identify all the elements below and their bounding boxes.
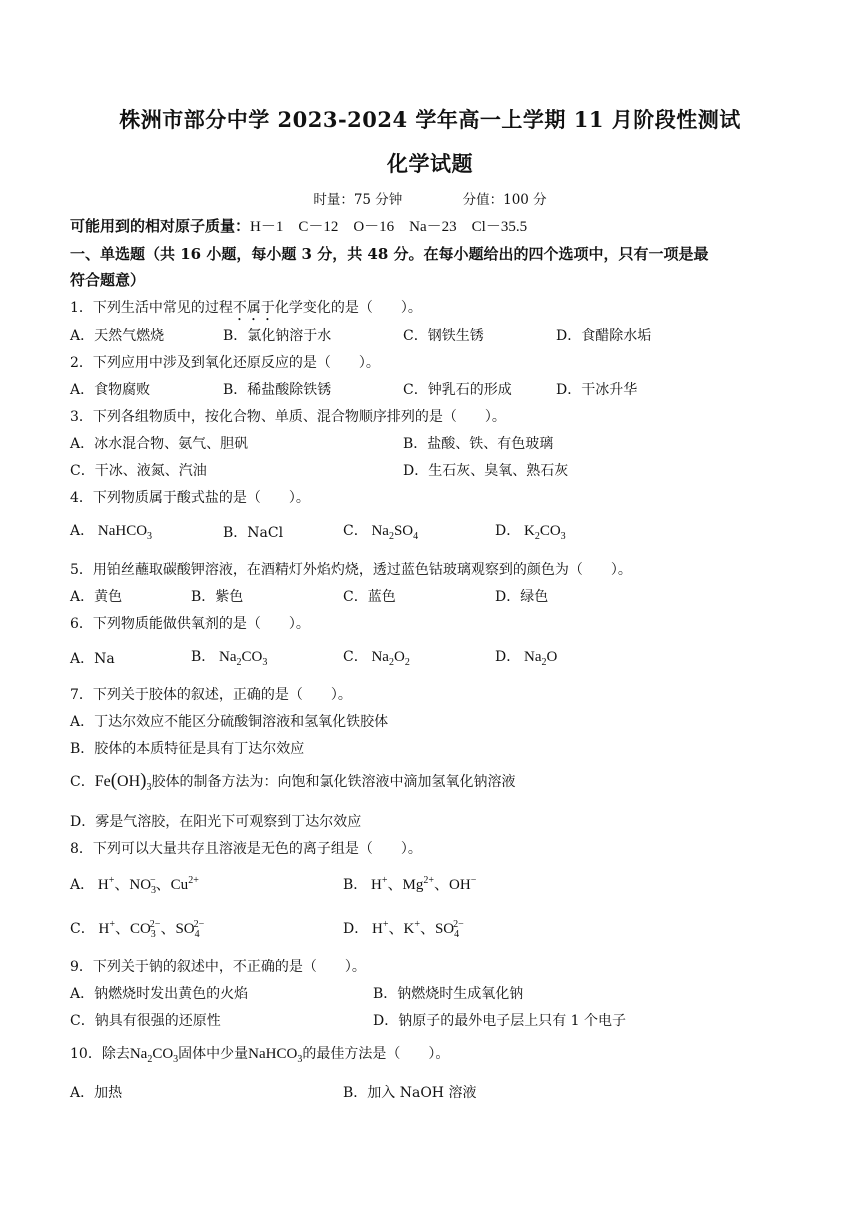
question-3-stem: 3．下列各组物质中，按化合物、单质、混合物顺序排列的是（ ）。 bbox=[70, 409, 506, 425]
atomic-masses bbox=[70, 215, 820, 236]
q8-option-c-label: C． bbox=[70, 921, 95, 937]
q4-option-b: B．NaCl bbox=[223, 525, 284, 541]
q9-option-a: A．钠燃烧时发出黄色的火焰 bbox=[70, 986, 249, 1002]
q8-option-d-label: D． bbox=[343, 921, 369, 937]
q2-option-b: B．稀盐酸除铁锈 bbox=[223, 382, 332, 398]
q4-option-d-label: D． bbox=[495, 523, 521, 539]
q8-option-a-label: A． bbox=[70, 877, 95, 893]
q8-option-c: C． H+、$CO_3^{2-}$、$SO_4^{2-}$ bbox=[70, 919, 205, 940]
q8-option-b: B． H+、$Mg^{2+}$、OH− bbox=[343, 875, 477, 893]
q2-option-a: A．食物腐败 bbox=[70, 382, 151, 398]
q6-option-d-label: D． bbox=[495, 649, 521, 665]
q1-option-d: D．食醋除水垢 bbox=[556, 328, 652, 344]
q10-option-b: B．加入 NaOH 溶液 bbox=[343, 1085, 477, 1101]
question-6-stem: 6．下列物质能做供氧剂的是（ ）。 bbox=[70, 616, 310, 632]
q1-option-c: C．钢铁生锈 bbox=[403, 328, 484, 344]
q6-option-b-label: B． bbox=[191, 649, 216, 665]
q6-option-a: A．Na bbox=[70, 651, 115, 667]
atomic-masses-label: 可能用到的相对原子质量： bbox=[70, 217, 251, 235]
q8-option-d: D． H+、K+、$SO_4^{2-}$ bbox=[343, 919, 464, 940]
q6-option-c-label: C． bbox=[343, 649, 368, 665]
q7-option-c-text: 胶体的制备方法为：向饱和氯化铁溶液中滴加氢氧化钠溶液 bbox=[151, 774, 516, 790]
q10-stem-part: 的最佳方法是（ ）。 bbox=[302, 1046, 450, 1062]
q2-option-c: C．钟乳石的形成 bbox=[403, 382, 512, 398]
question-9-stem: 9．下列关于钠的叙述中，不正确的是（ ）。 bbox=[70, 959, 366, 975]
q7-option-a: A．丁达尔效应不能区分硫酸铜溶液和氢氧化铁胶体 bbox=[70, 714, 389, 730]
q3-option-b: B．盐酸、铁、有色玻璃 bbox=[403, 436, 554, 452]
q8-option-b-label: B． bbox=[343, 877, 368, 893]
q10-stem-part: 10．除去 bbox=[70, 1046, 130, 1062]
exam-title: 株洲市部分中学 2023-2024 学年高一上学期 11 月阶段性测试 bbox=[119, 107, 741, 132]
q7-option-d: D．雾是气溶胶，在阳光下可观察到丁达尔效应 bbox=[70, 814, 362, 830]
q1-emphasis: 不属于 bbox=[232, 300, 275, 316]
atomic-masses-values: H－1 C－12 O－16 Na－23 Cl－35.5 bbox=[250, 219, 528, 235]
question-5-stem: 5．用铂丝蘸取碳酸钾溶液，在酒精灯外焰灼烧，透过蓝色钴玻璃观察到的颜色为（ ）。 bbox=[70, 562, 632, 578]
q8-option-a: A． H+、$NO_3^-$、$Cu^{2+}$ bbox=[70, 875, 199, 896]
question-2-stem: 2．下列应用中涉及到氧化还原反应的是（ ）。 bbox=[70, 355, 380, 371]
q9-option-c: C．钠具有很强的还原性 bbox=[70, 1013, 221, 1029]
q7-option-c: C．$Fe(OH)_3$胶体的制备方法为：向饱和氯化铁溶液中滴加氢氧化钠溶液 bbox=[70, 770, 516, 794]
time-limit: 时量：75 分钟 bbox=[313, 192, 403, 208]
q4-option-c-label: C． bbox=[343, 523, 368, 539]
q1-option-a: A．天然气燃烧 bbox=[70, 328, 165, 344]
q9-option-d: D．钠原子的最外电子层上只有 1 个电子 bbox=[373, 1013, 627, 1029]
question-10-stem: 10．除去$Na_2CO_3$固体中少量NaHCO$_3$的最佳方法是（ ）。 bbox=[70, 1046, 450, 1065]
q5-option-a: A．黄色 bbox=[70, 589, 123, 605]
section-heading-cont: 符合题意） bbox=[70, 271, 146, 289]
q1-option-b: B．氯化钠溶于水 bbox=[223, 328, 332, 344]
question-7-stem: 7．下列关于胶体的叙述，正确的是（ ）。 bbox=[70, 687, 352, 703]
q5-option-c: C．蓝色 bbox=[343, 589, 396, 605]
q1-stem-part: 化学变化的是（ ）。 bbox=[274, 300, 422, 316]
q10-stem-part: 固体中少量 bbox=[178, 1046, 249, 1062]
q9-option-b: B．钠燃烧时生成氧化钠 bbox=[373, 986, 524, 1002]
q10-option-a: A．加热 bbox=[70, 1085, 123, 1101]
exam-meta bbox=[0, 188, 860, 208]
q4-option-a: A． NaHCO$_3$ bbox=[70, 523, 153, 542]
q6-option-c: C． $Na_2O_2$ bbox=[343, 649, 410, 668]
question-1-stem bbox=[70, 297, 820, 324]
q4-option-a-label: A． bbox=[70, 523, 95, 539]
q1-stem-part: 1．下列生活中常见的过程 bbox=[70, 300, 233, 316]
section-heading: 一、单选题（共 16 小题，每小题 3 分，共 48 分。在每小题给出的四个选项中，只有一项是最 bbox=[70, 245, 709, 263]
exam-subtitle: 化学试题 bbox=[387, 151, 473, 176]
q7-option-b: B．胶体的本质特征是具有丁达尔效应 bbox=[70, 741, 305, 757]
q7-option-c-label: C． bbox=[70, 774, 95, 790]
q6-option-b: B． $Na_2CO_3$ bbox=[191, 649, 268, 668]
q5-option-d: D．绿色 bbox=[495, 589, 549, 605]
q2-option-d: D．干冰升华 bbox=[556, 382, 638, 398]
q5-option-b: B．紫色 bbox=[191, 589, 244, 605]
total-score: 分值：100 分 bbox=[462, 192, 547, 208]
q3-option-d: D．生石灰、臭氧、熟石灰 bbox=[403, 463, 569, 479]
q4-option-d: D． $K_2CO_3$ bbox=[495, 523, 566, 542]
question-8-stem: 8．下列可以大量共存且溶液是无色的离子组是（ ）。 bbox=[70, 841, 422, 857]
q4-option-c: C． $Na_2SO_4$ bbox=[343, 523, 419, 542]
q6-option-d: D． $Na_2O$ bbox=[495, 649, 558, 668]
question-4-stem: 4．下列物质属于酸式盐的是（ ）。 bbox=[70, 490, 310, 506]
q3-option-a: A．冰水混合物、氨气、胆矾 bbox=[70, 436, 249, 452]
q3-option-c: C．干冰、液氮、汽油 bbox=[70, 463, 207, 479]
